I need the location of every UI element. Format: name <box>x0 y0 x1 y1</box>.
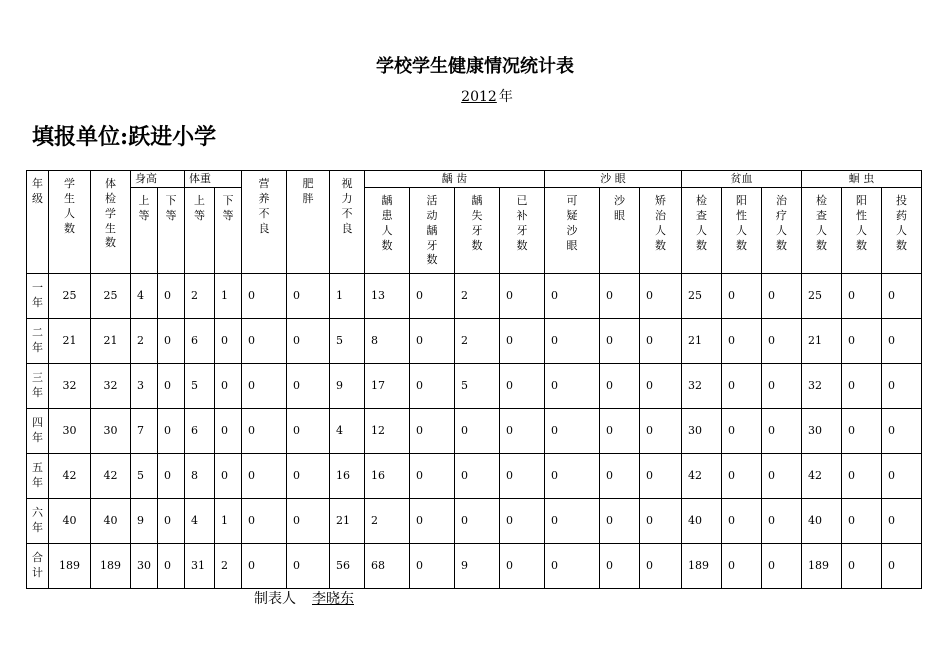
header-trachoma-treated <box>640 188 682 274</box>
grade-cell <box>27 409 49 454</box>
grade-label: 六 年 <box>32 506 43 534</box>
table-cell: 0 <box>158 409 185 454</box>
table-maker <box>254 588 356 608</box>
header-anemia-treated <box>762 188 802 274</box>
header-anemia-positive <box>722 188 762 274</box>
table-cell: 0 <box>158 454 185 499</box>
table-cell: 0 <box>640 274 682 319</box>
table-cell: 3 <box>131 364 158 409</box>
table-cell: 5 <box>455 364 500 409</box>
header-caries-patients <box>365 188 410 274</box>
table-cell: 32 <box>91 364 131 409</box>
table-cell: 13 <box>365 274 410 319</box>
table-cell: 2 <box>455 274 500 319</box>
table-cell: 6 <box>185 319 215 364</box>
table-cell: 0 <box>882 319 922 364</box>
table-cell: 0 <box>500 364 545 409</box>
table-cell: 0 <box>882 544 922 589</box>
header-malnutrition <box>242 171 287 274</box>
table-row <box>27 544 922 589</box>
table-cell: 0 <box>722 454 762 499</box>
table-cell: 5 <box>185 364 215 409</box>
table-row <box>27 274 922 319</box>
table-cell: 42 <box>802 454 842 499</box>
header-students <box>49 171 91 274</box>
grade-label: 一 年 <box>32 281 43 309</box>
reporting-unit: 填报单位:跃进小学 <box>32 124 217 150</box>
table-cell: 21 <box>91 319 131 364</box>
table-cell: 9 <box>131 499 158 544</box>
header-poor-vision <box>330 171 365 274</box>
table-cell: 30 <box>131 544 158 589</box>
table-cell: 0 <box>842 499 882 544</box>
table-cell: 0 <box>722 319 762 364</box>
header-height-lower <box>158 188 185 274</box>
table-cell: 0 <box>545 409 600 454</box>
table-cell: 2 <box>131 319 158 364</box>
table-cell: 30 <box>49 409 91 454</box>
table-cell: 42 <box>49 454 91 499</box>
table-cell: 0 <box>545 319 600 364</box>
table-cell: 0 <box>287 409 330 454</box>
year-suffix: 年 <box>498 89 513 105</box>
table-cell: 0 <box>842 454 882 499</box>
table-cell: 0 <box>455 454 500 499</box>
grade-label: 四 年 <box>32 416 43 444</box>
header-height-upper-label: 上 等 <box>138 194 150 222</box>
data-rows <box>27 274 922 589</box>
table-cell: 0 <box>762 409 802 454</box>
table-cell: 0 <box>762 364 802 409</box>
grade-cell <box>27 499 49 544</box>
table-cell: 0 <box>762 544 802 589</box>
header-roundworm-positive <box>842 188 882 274</box>
table-cell: 12 <box>365 409 410 454</box>
header-caries-lost-label: 龋 失 牙 数 <box>471 194 483 252</box>
table-cell: 0 <box>600 319 640 364</box>
table-cell: 4 <box>185 499 215 544</box>
table-cell: 5 <box>131 454 158 499</box>
table-cell: 25 <box>802 274 842 319</box>
table-cell: 0 <box>158 364 185 409</box>
table-cell: 42 <box>91 454 131 499</box>
table-cell: 40 <box>682 499 722 544</box>
header-weight: 体重 <box>185 171 242 188</box>
grade-cell <box>27 274 49 319</box>
table-cell: 56 <box>330 544 365 589</box>
table-cell: 0 <box>242 364 287 409</box>
grade-cell <box>27 454 49 499</box>
table-cell: 0 <box>722 364 762 409</box>
header-weight-lower <box>215 188 242 274</box>
table-cell: 0 <box>600 274 640 319</box>
table-row <box>27 454 922 499</box>
table-row <box>27 319 922 364</box>
table-cell: 0 <box>762 319 802 364</box>
health-stats-table <box>26 170 922 589</box>
table-cell: 189 <box>91 544 131 589</box>
header-roundworm: 蛔 虫 <box>802 171 922 188</box>
table-cell: 9 <box>455 544 500 589</box>
table-cell: 0 <box>600 544 640 589</box>
table-cell: 1 <box>215 499 242 544</box>
table-cell: 6 <box>185 409 215 454</box>
table-cell: 40 <box>91 499 131 544</box>
table-cell: 4 <box>330 409 365 454</box>
table-cell: 0 <box>158 499 185 544</box>
table-cell: 0 <box>215 454 242 499</box>
table-cell: 0 <box>287 274 330 319</box>
grade-cell <box>27 544 49 589</box>
header-roundworm-checked-label: 检 查 人 数 <box>816 194 828 252</box>
table-cell: 0 <box>287 499 330 544</box>
table-cell: 0 <box>287 364 330 409</box>
table-cell: 0 <box>242 544 287 589</box>
table-cell: 21 <box>682 319 722 364</box>
table-cell: 9 <box>330 364 365 409</box>
table-cell: 0 <box>640 409 682 454</box>
header-grade-label: 年 级 <box>32 177 43 205</box>
table-cell: 0 <box>640 454 682 499</box>
table-cell: 0 <box>882 364 922 409</box>
table-cell: 0 <box>158 319 185 364</box>
table-cell: 0 <box>500 409 545 454</box>
header-obesity-label: 肥 胖 <box>302 177 314 205</box>
table-cell: 16 <box>365 454 410 499</box>
header-caries-lost <box>455 188 500 274</box>
page-title: 学校学生健康情况统计表 <box>376 56 574 77</box>
table-row <box>27 499 922 544</box>
table-cell: 0 <box>545 274 600 319</box>
table-cell: 0 <box>600 454 640 499</box>
header-roundworm-dosed <box>882 188 922 274</box>
table-cell: 189 <box>49 544 91 589</box>
table-cell: 0 <box>500 544 545 589</box>
table-cell: 0 <box>215 364 242 409</box>
table-cell: 42 <box>682 454 722 499</box>
grade-label: 三 年 <box>32 371 43 399</box>
header-weight-upper <box>185 188 215 274</box>
table-cell: 0 <box>722 274 762 319</box>
table-cell: 0 <box>762 274 802 319</box>
table-cell: 0 <box>600 499 640 544</box>
table-cell: 0 <box>215 409 242 454</box>
header-anemia-positive-label: 阳 性 人 数 <box>736 194 748 252</box>
header-students-label: 学 生 人 数 <box>64 177 75 235</box>
header-weight-upper-label: 上 等 <box>194 194 205 222</box>
header-active-caries-label: 活 动 龋 牙 数 <box>426 194 438 267</box>
table-cell: 0 <box>882 499 922 544</box>
table-cell: 0 <box>410 544 455 589</box>
header-examined-label: 体 检 学 生 数 <box>105 177 116 250</box>
header-trachoma-suspected-label: 可 疑 沙 眼 <box>566 194 578 252</box>
table-cell: 0 <box>842 319 882 364</box>
table-cell: 0 <box>722 499 762 544</box>
table-cell: 1 <box>330 274 365 319</box>
table-cell: 2 <box>215 544 242 589</box>
table-cell: 2 <box>455 319 500 364</box>
header-caries-filled <box>500 188 545 274</box>
table-row <box>27 364 922 409</box>
header-caries-patients-label: 龋 患 人 数 <box>381 194 393 252</box>
table-cell: 25 <box>49 274 91 319</box>
table-cell: 0 <box>215 319 242 364</box>
table-cell: 0 <box>545 544 600 589</box>
table-cell: 2 <box>185 274 215 319</box>
table-cell: 8 <box>365 319 410 364</box>
table-cell: 1 <box>215 274 242 319</box>
header-height: 身高 <box>131 171 185 188</box>
grade-cell <box>27 319 49 364</box>
table-cell: 0 <box>842 544 882 589</box>
table-cell: 0 <box>410 499 455 544</box>
table-cell: 25 <box>682 274 722 319</box>
table-cell: 0 <box>287 454 330 499</box>
header-anemia-treated-label: 治 疗 人 数 <box>776 194 788 252</box>
table-cell: 0 <box>410 319 455 364</box>
table-cell: 32 <box>49 364 91 409</box>
table-cell: 21 <box>330 499 365 544</box>
grade-label: 五 年 <box>32 461 43 489</box>
grade-cell <box>27 364 49 409</box>
table-cell: 0 <box>242 319 287 364</box>
table-cell: 0 <box>640 364 682 409</box>
table-cell: 0 <box>545 364 600 409</box>
table-cell: 0 <box>242 499 287 544</box>
table-cell: 0 <box>158 274 185 319</box>
table-cell: 32 <box>802 364 842 409</box>
header-obesity <box>287 171 330 274</box>
table-cell: 0 <box>722 409 762 454</box>
header-caries-filled-label: 已 补 牙 数 <box>516 194 528 252</box>
header-height-upper <box>131 188 158 274</box>
table-cell: 0 <box>410 364 455 409</box>
table-cell: 0 <box>882 454 922 499</box>
table-cell: 68 <box>365 544 410 589</box>
report-year <box>0 86 950 106</box>
table-cell: 30 <box>682 409 722 454</box>
header-trachoma-suspected <box>545 188 600 274</box>
header-anemia: 贫血 <box>682 171 802 188</box>
table-cell: 17 <box>365 364 410 409</box>
table-cell: 30 <box>802 409 842 454</box>
table-cell: 0 <box>842 364 882 409</box>
table-cell: 0 <box>545 454 600 499</box>
header-anemia-checked-label: 检 查 人 数 <box>696 194 708 252</box>
table-cell: 0 <box>410 454 455 499</box>
table-cell: 0 <box>600 364 640 409</box>
table-cell: 189 <box>802 544 842 589</box>
table-cell: 30 <box>91 409 131 454</box>
table-cell: 0 <box>722 544 762 589</box>
table-cell: 0 <box>545 499 600 544</box>
table-cell: 0 <box>242 274 287 319</box>
maker-label: 制表人 <box>254 591 296 607</box>
header-active-caries <box>410 188 455 274</box>
header-poor-vision-label: 视 力 不 良 <box>341 177 353 235</box>
table-cell: 0 <box>287 544 330 589</box>
table-cell: 0 <box>882 409 922 454</box>
table-cell: 0 <box>640 544 682 589</box>
header-weight-lower-label: 下 等 <box>222 194 234 222</box>
header-malnutrition-label: 营 养 不 良 <box>258 177 270 235</box>
table-cell: 0 <box>600 409 640 454</box>
table-row <box>27 409 922 454</box>
header-roundworm-positive-label: 阳 性 人 数 <box>856 194 868 252</box>
table-cell: 0 <box>410 274 455 319</box>
table-cell: 16 <box>330 454 365 499</box>
table-cell: 0 <box>158 544 185 589</box>
table-cell: 2 <box>365 499 410 544</box>
table-cell: 0 <box>640 499 682 544</box>
table-cell: 0 <box>842 409 882 454</box>
table-cell: 0 <box>500 454 545 499</box>
header-examined <box>91 171 131 274</box>
table-cell: 21 <box>49 319 91 364</box>
table-cell: 0 <box>500 499 545 544</box>
header-anemia-checked <box>682 188 722 274</box>
table-cell: 0 <box>500 274 545 319</box>
table-cell: 0 <box>455 409 500 454</box>
table-cell: 0 <box>762 454 802 499</box>
maker-name: 李晓东 <box>312 591 354 607</box>
table-cell: 189 <box>682 544 722 589</box>
header-height-lower-label: 下 等 <box>165 194 177 222</box>
header-roundworm-dosed-label: 投 药 人 数 <box>896 194 908 252</box>
year-value: 2012 <box>461 89 497 105</box>
header-caries: 龋 齿 <box>365 171 545 188</box>
table-cell: 4 <box>131 274 158 319</box>
header-trachoma-treated-label: 矫 治 人 数 <box>655 194 666 252</box>
header-row-1 <box>27 171 922 188</box>
table-cell: 0 <box>410 409 455 454</box>
table-cell: 32 <box>682 364 722 409</box>
table-cell: 0 <box>882 274 922 319</box>
header-roundworm-checked <box>802 188 842 274</box>
table-cell: 0 <box>762 499 802 544</box>
header-grade <box>27 171 49 274</box>
table-cell: 7 <box>131 409 158 454</box>
table-cell: 25 <box>91 274 131 319</box>
table-cell: 40 <box>802 499 842 544</box>
table-cell: 8 <box>185 454 215 499</box>
table-cell: 21 <box>802 319 842 364</box>
table-cell: 0 <box>640 319 682 364</box>
table-cell: 31 <box>185 544 215 589</box>
table-cell: 0 <box>242 454 287 499</box>
header-row-2 <box>27 188 922 274</box>
table-cell: 5 <box>330 319 365 364</box>
grade-label: 二 年 <box>32 326 43 354</box>
table-cell: 40 <box>49 499 91 544</box>
grade-label: 合 计 <box>32 551 43 579</box>
table-cell: 0 <box>287 319 330 364</box>
table-cell: 0 <box>242 409 287 454</box>
table-cell: 0 <box>842 274 882 319</box>
table-cell: 0 <box>500 319 545 364</box>
header-trachoma-confirmed <box>600 188 640 274</box>
header-trachoma: 沙 眼 <box>545 171 682 188</box>
header-trachoma-confirmed-label: 沙 眼 <box>614 194 625 222</box>
table-cell: 0 <box>455 499 500 544</box>
